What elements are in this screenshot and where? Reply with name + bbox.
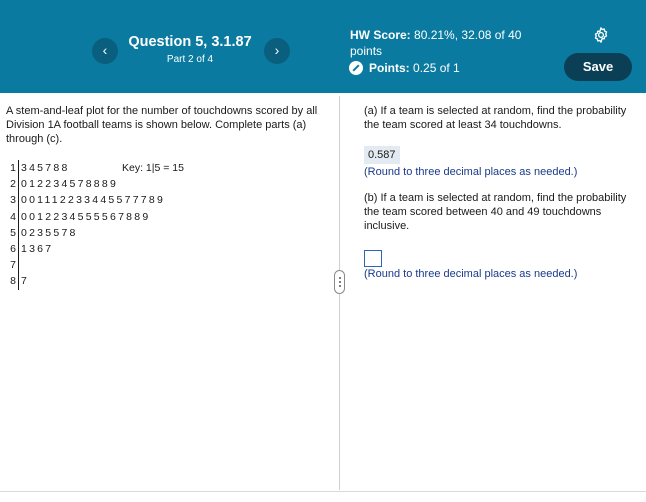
leaf-values: 001112233445577789 xyxy=(18,192,165,208)
stem-row xyxy=(6,209,165,225)
stem-row xyxy=(6,273,165,289)
stem-row xyxy=(6,176,165,192)
stem-row xyxy=(6,257,165,273)
hw-score-label: HW Score: xyxy=(350,28,411,42)
stem-row xyxy=(6,225,165,241)
hw-score-value: 80.21%, 32.08 of 40 points xyxy=(350,28,522,58)
part-a-rounding-hint: (Round to three decimal places as needed.) xyxy=(364,166,578,178)
footer-divider xyxy=(0,491,646,492)
part-b-rounding-hint: (Round to three decimal places as needed.) xyxy=(364,268,578,280)
part-b-answer-input[interactable] xyxy=(364,250,382,267)
problem-statement: A stem-and-leaf plot for the number of touchdowns scored by all Division 1A football teams is shown below. Complete parts (a) through (c). xyxy=(6,105,318,145)
stem-value: 8 xyxy=(10,275,16,288)
stem-value: 1 xyxy=(10,162,16,175)
part-indicator: Part 2 of 4 xyxy=(166,54,214,65)
resize-handle[interactable] xyxy=(334,270,345,294)
stem-value: 3 xyxy=(10,194,16,207)
part-a-question: (a) If a team is selected at random, find the probability the team scored at least 34 touchdowns. xyxy=(364,105,627,131)
stem-row xyxy=(6,192,165,208)
stem-value: 7 xyxy=(10,259,16,272)
leaf-values: 0235578 xyxy=(18,225,78,241)
question-title: Question 5, 3.1.87 xyxy=(128,34,252,50)
leaf-values xyxy=(18,257,21,273)
leaf-values: 345788 xyxy=(18,160,70,176)
partial-credit-icon xyxy=(349,61,363,75)
plot-key: Key: 1|5 = 15 xyxy=(122,162,184,174)
leaf-values: 7 xyxy=(18,273,29,289)
leaf-values: 1367 xyxy=(18,241,53,257)
part-b-question: (b) If a team is selected at random, find the probability the team scored between 40 and 49 touchdowns inclusive. xyxy=(364,192,627,232)
stem-value: 6 xyxy=(10,243,16,256)
hw-score xyxy=(350,27,540,59)
stem-value: 2 xyxy=(10,178,16,191)
points-display xyxy=(349,61,460,75)
leaf-values: 012234578889 xyxy=(18,176,118,192)
next-question-button[interactable]: › xyxy=(264,38,290,64)
header-bar xyxy=(0,0,646,93)
stem-value: 4 xyxy=(10,210,16,223)
stem-value: 5 xyxy=(10,226,16,239)
previous-question-button[interactable]: ‹ xyxy=(92,38,118,64)
leaf-values: 0012234555567889 xyxy=(18,209,150,225)
part-a-answer: 0.587 xyxy=(364,146,400,164)
gear-icon[interactable] xyxy=(592,26,610,44)
stem-row xyxy=(6,241,165,257)
stem-and-leaf-plot xyxy=(6,160,165,290)
points-value: 0.25 of 1 xyxy=(413,61,460,75)
save-button[interactable]: Save xyxy=(564,53,632,81)
points-label: Points: xyxy=(369,61,410,75)
